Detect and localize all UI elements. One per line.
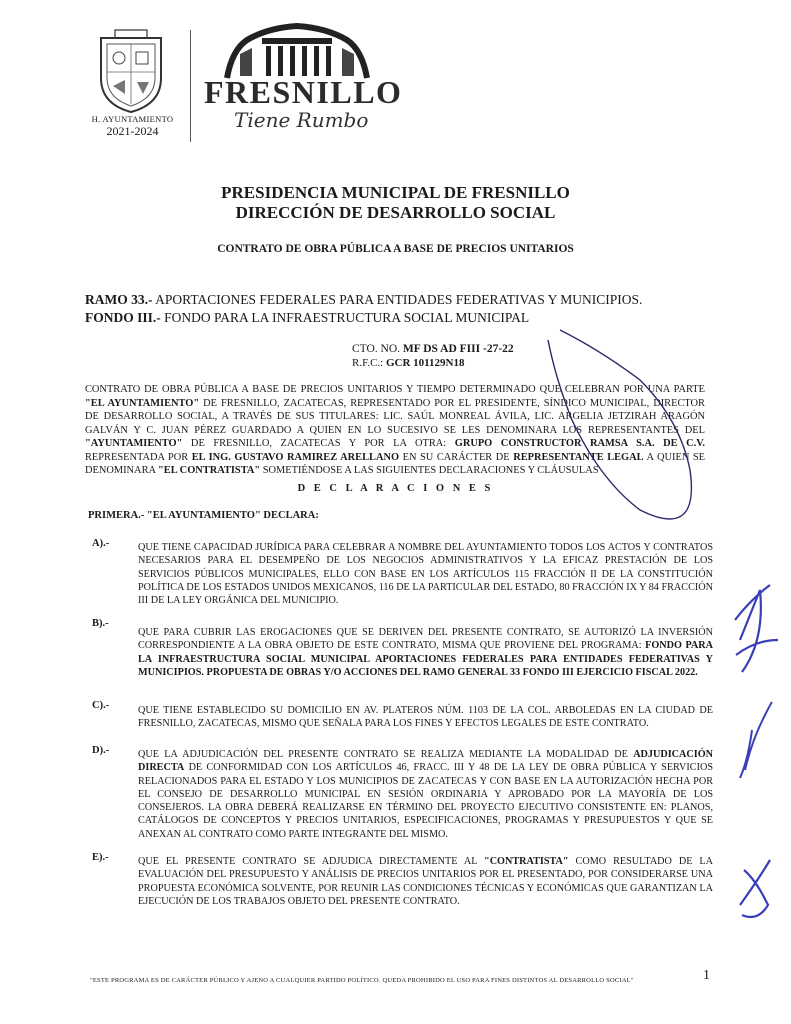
clause-e-plain: COMO RESULTADO DE LA EVALUACIÓN DEL PRESUPUESTO Y ANÁLISIS DE PRECIOS UNITARIOS POR EL PRESENTADO, POR CONSIDERARSE UNA PROPUESTA ECONÓMICA SOLVENTE, POR REUNIR LAS CONDICIONES TÉCNICAS Y ECONÓMICAS QUE GARANTIZAN LA EJECUCIÓN DE LOS TRABAJOS OBJETO DEL PRESENTE CONTRATO. bbox=[138, 856, 713, 907]
clause-c-label: C).- bbox=[92, 700, 110, 711]
clause-d-label: D).- bbox=[92, 745, 110, 756]
signature-mark-1 bbox=[735, 585, 778, 672]
intro-bold: "EL AYUNTAMIENTO" bbox=[85, 397, 200, 409]
header-divider bbox=[190, 30, 191, 142]
clause-e-label: E).- bbox=[92, 852, 109, 863]
clause-d-plain: DE CONFORMIDAD CON LOS ARTÍCULOS 46, FRACC. III Y 48 DE LA LEY DE OBRA PÚBLICA Y SERVICIOS RELACIONADOS PARA EL ESTADO Y LOS MUNICIPIOS DE ZACATECAS Y CON BASE EN LA AUTORIZACIÓN HECHA POR EL CONSEJO DE DESARROLLO MUNICIPAL EN SESIÓN ORDINARIA Y APROBADO POR LA MAYORÍA DE LOS CONSEJEROS. LA OBRA DEBERÁ REALIZARSE EN TÉRMINO DEL PROYECTO EJECUTIVO CONSISTENTE EN: PLANOS, CATÁLOGOS DE CONCEPTOS Y PRECIOS UNITARIOS, ESPECIFICACIONES, PROGRAMAS Y PRESUPUESTOS Y QUE SE ANEXAN AL CONTRATO COMO PARTE INTEGRANTE DEL MISMO. bbox=[138, 762, 713, 840]
intro-bold: GRUPO CONSTRUCTOR RAMSA S.A. DE C.V. bbox=[454, 438, 705, 449]
intro-bold: "AYUNTAMIENTO" bbox=[85, 438, 183, 449]
cto-label: CTO. NO. bbox=[352, 343, 403, 355]
clause-a-text: QUE TIENE CAPACIDAD JURÍDICA PARA CELEBRAR A NOMBRE DEL AYUNTAMIENTO TODOS LOS ACTOS Y CONTRATOS NECESARIOS PARA EL DESEMPEÑO DE LOS NEGOCIOS ADMINISTRATIVOS Y LA EFICAZ PRESTACIÓN DE LOS SERVICIOS PÚBLICOS MUNICIPALES, ELLO CON BASE EN LOS ARTÍCULOS 115 FRACCIÓN II DE LA CONSTITUCIÓN POLÍTICA DE LOS ESTADOS UNIDOS MEXICANOS, 116 DE LA PARTICULAR DEL ESTADO, 80 FRACCIÓN IX Y 84 FRACCIÓN III DE LA LEY ORGÁNICA DEL MUNICIPIO. bbox=[138, 542, 713, 607]
intro-text: A QUIEN SE DENOMINARA bbox=[85, 451, 706, 476]
fondo-text: FONDO PARA LA INFRAESTRUCTURA SOCIAL MUNICIPAL bbox=[160, 310, 530, 325]
clause-a-label: A).- bbox=[92, 538, 110, 549]
clause-b-plain: QUE PARA CUBRIR LAS EROGACIONES QUE SE DERIVEN DEL PRESENTE CONTRATO, SE AUTORIZÓ LA INVERSIÓN CORRESPONDIENTE A LA OBRA OBJETO DE ESTE CONTRATO, MISMA QUE PROVIENE DEL PROGRAMA: bbox=[138, 627, 713, 652]
intro-text: REPRESENTADA POR bbox=[85, 451, 192, 463]
primera-heading: PRIMERA.- "EL AYUNTAMIENTO" DECLARA: bbox=[88, 510, 319, 521]
clause-b-text bbox=[138, 626, 713, 679]
ramo-text: APORTACIONES FEDERALES PARA ENTIDADES FEDERATIVAS Y MUNICIPIOS. bbox=[152, 292, 643, 307]
fondo-line bbox=[85, 310, 529, 326]
contract-number bbox=[352, 343, 514, 355]
clause-e-text bbox=[138, 855, 713, 908]
fondo-label: FONDO III.- bbox=[85, 310, 161, 325]
intro-bold: "EL CONTRATISTA" bbox=[158, 465, 261, 476]
document-title-line2: DIRECCIÓN DE DESARROLLO SOCIAL bbox=[235, 203, 556, 222]
intro-text: EN SU CARÁCTER DE bbox=[399, 451, 514, 463]
contract-type-heading: CONTRATO DE OBRA PÚBLICA A BASE DE PRECIOS UNITARIOS bbox=[217, 243, 574, 255]
rfc-label: R.F.C.: bbox=[352, 357, 386, 369]
clause-d-plain: QUE LA ADJUDICACIÓN DEL PRESENTE CONTRATO SE REALIZA MEDIANTE LA MODALIDAD DE bbox=[138, 749, 634, 760]
clause-b-bold: FONDO PARA LA INFRAESTRUCTURA SOCIAL MUNICIPAL APORTACIONES FEDERALES PARA ENTIDADES FEDERATIVAS Y MUNICIPIOS. PROPUESTA DE OBRAS Y/O ACCIONES DEL RAMO GENERAL 33 FONDO III EJERCICIO FISCAL 2022. bbox=[138, 640, 713, 678]
intro-bold: REPRESENTANTE LEGAL bbox=[513, 451, 644, 463]
ramo-line bbox=[85, 292, 642, 308]
intro-text: SOMETIÉNDOSE A LAS SIGUIENTES DECLARACIONES Y CLÁUSULAS bbox=[260, 465, 599, 476]
municipal-seal-icon bbox=[95, 28, 167, 114]
signature-mark-3 bbox=[740, 860, 770, 917]
rfc-number bbox=[352, 357, 465, 369]
seal-caption: H. AYUNTAMIENTO bbox=[91, 114, 174, 124]
intro-text: CONTRATO DE OBRA PÚBLICA A BASE DE PRECIOS UNITARIOS Y TIEMPO DETERMINADO QUE CELEBRAN POR UNA PARTE bbox=[85, 384, 705, 395]
intro-paragraph bbox=[85, 383, 705, 478]
clause-d-text bbox=[138, 748, 713, 841]
intro-bold: EL ING. GUSTAVO RAMIREZ ARELLANO bbox=[191, 451, 400, 463]
logo-tagline: Tiene Rumbo bbox=[234, 108, 369, 132]
page-number: 1 bbox=[703, 968, 710, 983]
declarations-heading: D E C L A R A C I O N E S bbox=[297, 483, 494, 494]
clause-e-plain: QUE EL PRESENTE CONTRATO SE ADJUDICA DIRECTAMENTE AL bbox=[138, 856, 485, 867]
logo-wordmark: FRESNILLO bbox=[204, 74, 403, 110]
signature-mark-2 bbox=[740, 702, 772, 778]
clause-c-text: QUE TIENE ESTABLECIDO SU DOMICILIO EN AV. PLATEROS NÚM. 1103 DE LA COL. ARBOLEDAS EN LA CIUDAD DE FRESNILLO, ZACATECAS, MISMO QUE SEÑALA PARA LOS FINES Y EFECTOS LEGALES DE ESTE CONTRATO. bbox=[138, 705, 713, 730]
seal-years: 2021-2024 bbox=[106, 124, 159, 138]
rfc-value: GCR 101129N18 bbox=[385, 357, 465, 369]
clause-d-bold: ADJUDICACIÓN DIRECTA bbox=[138, 749, 713, 774]
clause-e-bold: "CONTRATISTA" bbox=[484, 856, 569, 867]
intro-text: DE FRESNILLO, ZACATECAS, REPRESENTADO POR EL PRESIDENTE, SÍNDICO MUNICIPAL, DIRECTOR DE DESARROLLO SOCIAL, A TRAVÉS DE SUS TITULARES: LIC. SAÚL MONREAL ÁVILA, LIC. ARGELIA JETZIRAH ARAGÓN GALVÁN Y C. JUAN PÉREZ GUARDADO A QUIEN EN LO SUCESIVO SE LES DENOMINARA LOS REPRESENTANTES DEL bbox=[85, 397, 705, 436]
cto-value: MF DS AD FIII -27-22 bbox=[402, 343, 514, 355]
intro-text: DE FRESNILLO, ZACATECAS Y POR LA OTRA: bbox=[182, 438, 455, 449]
clause-b-label: B).- bbox=[92, 618, 109, 629]
fresnillo-logo-icon bbox=[222, 20, 372, 80]
ramo-label: RAMO 33.- bbox=[85, 292, 153, 307]
footer-note: "ESTE PROGRAMA ES DE CARÁCTER PÚBLICO Y AJENO A CUALQUIER PARTIDO POLÍTICO. QUEDA PROHIBIDO EL USO PARA FINES DISTINTOS AL DESARROLLO SOCIAL" bbox=[90, 977, 634, 984]
document-title-line1: PRESIDENCIA MUNICIPAL DE FRESNILLO bbox=[221, 183, 570, 202]
